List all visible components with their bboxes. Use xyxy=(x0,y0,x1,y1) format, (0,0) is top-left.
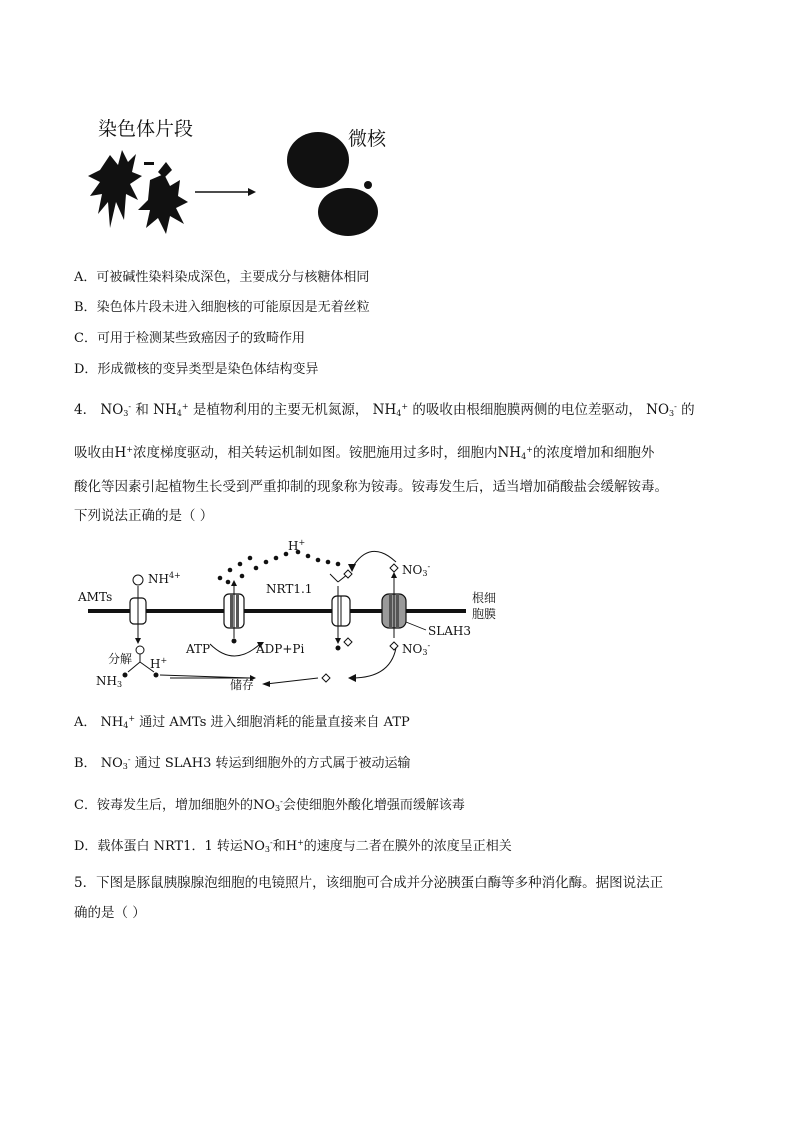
label-storage: 储存 xyxy=(230,678,255,692)
q3-option-b[interactable]: B．染色体片段未进入细胞核的可能原因是无着丝粒 xyxy=(74,300,370,315)
q3-option-c[interactable]: C．可用于检测某些致癌因子的致畸作用 xyxy=(74,331,305,346)
q5-line-1: 5．下图是豚鼠胰腺腺泡细胞的电镜照片，该细胞可合成并分泌胰蛋白酶等多种消化酶。据图说法正 xyxy=(74,875,664,891)
atp-adp-arc xyxy=(210,644,260,656)
q4-option-a[interactable]: A． $NH_4^+$ 通过 AMTs 进入细胞消耗的能量直接来自 ATP xyxy=(74,711,410,734)
arrow-head xyxy=(248,188,256,196)
q4-line-3: 酸化等因素引起植物生长受到严重抑制的现象称为铵毒。铵毒发生后，适当增加硝酸盐会缓解铵毒。 xyxy=(74,479,668,495)
ion-no3: $NO_3^-$ xyxy=(100,755,131,771)
micronucleus-dot xyxy=(364,181,372,189)
nucleus-top xyxy=(287,132,349,188)
q4-option-c[interactable]: C．铵毒发生后，增加细胞外的$NO_3^-$会使细胞外酸化增强而缓解该毒 xyxy=(74,794,465,817)
label-nh3: $NH_3$ xyxy=(96,674,123,689)
hplus-dot-inside xyxy=(154,673,159,678)
label-nrt: NRT1.1 xyxy=(266,582,313,596)
chromosome-mass xyxy=(88,150,188,234)
label-hplus-inside: H+ xyxy=(150,656,168,671)
micronucleus-figure xyxy=(80,110,420,250)
nucleus-bottom xyxy=(318,188,378,236)
label-no3-top: $NO_3^-$ xyxy=(402,562,431,578)
ion-nh4: $NH_4^+$ xyxy=(100,714,136,730)
ion-nh4: $NH_4^+$ xyxy=(372,402,409,418)
label-no3-bottom: $NO_3^-$ xyxy=(402,641,431,657)
q4-line-4: 下列说法正确的是（ ） xyxy=(74,508,214,524)
ion-no3: $NO_3^-$ xyxy=(646,402,677,418)
label-slah3: SLAH3 xyxy=(428,624,471,638)
label-amts: AMTs xyxy=(78,590,113,604)
transport-svg xyxy=(70,538,530,698)
q3-option-a[interactable]: A．可被碱性染料染成深色，主要成分与核糖体相同 xyxy=(74,270,370,285)
label-chromosome-fragment: 染色体片段 xyxy=(98,118,194,140)
q4-line-2: 吸收由H+浓度梯度驱动，相关转运机制如图。铵肥施用过多时，细胞内$NH_4^+$的浓度增加和细胞外 xyxy=(74,441,654,466)
label-nh4-top: $NH^{4+}$ xyxy=(148,571,181,586)
nrt-transporter xyxy=(330,570,352,651)
no3-loop-top xyxy=(352,551,396,568)
q5-line-2: 确的是（ ） xyxy=(74,905,146,921)
label-decompose: 分解 xyxy=(108,652,133,666)
no3-loop-bottom xyxy=(352,648,396,678)
ion-no3: $NO_3^-$ xyxy=(242,838,273,854)
q4-option-d[interactable]: D．载体蛋白 NRT1．1 转运$NO_3^-$和H+的速度与二者在膜外的浓度呈正相关 xyxy=(74,835,512,858)
q4-line-1: 4． $NO_3^-$ 和 $NH_4^+$ 是植物利用的主要无机氮源， $NH_4^+$ 的吸收由根细胞膜两侧的电位差驱动， $NO_3^-$ 的 xyxy=(74,398,695,423)
q4-option-b[interactable]: B． $NO_3^-$ 通过 SLAH3 转运到细胞外的方式属于被动运输 xyxy=(74,752,411,775)
nh3-dot xyxy=(123,673,128,678)
ion-no3: $NO_3^-$ xyxy=(100,402,132,418)
nh4-inside xyxy=(136,646,144,654)
label-hplus-top: H+ xyxy=(288,538,306,553)
label-membrane: 根细 胞膜 xyxy=(472,591,497,621)
hplus-dots-outside xyxy=(218,550,341,585)
amts-transporter xyxy=(130,575,146,644)
label-adp: ADP+Pi xyxy=(256,642,305,656)
ion-nh4: $NH_4^+$ xyxy=(153,402,189,418)
label-micronucleus: 微核 xyxy=(348,128,387,150)
ion-no3: $NO_3^-$ xyxy=(252,797,283,813)
h-pump xyxy=(224,580,244,644)
label-atp: ATP xyxy=(186,642,211,656)
q3-option-d[interactable]: D．形成微核的变异类型是染色体结构变异 xyxy=(74,362,319,377)
ion-nh4: $NH_4^+$ xyxy=(497,445,533,461)
transport-diagram xyxy=(70,538,530,698)
